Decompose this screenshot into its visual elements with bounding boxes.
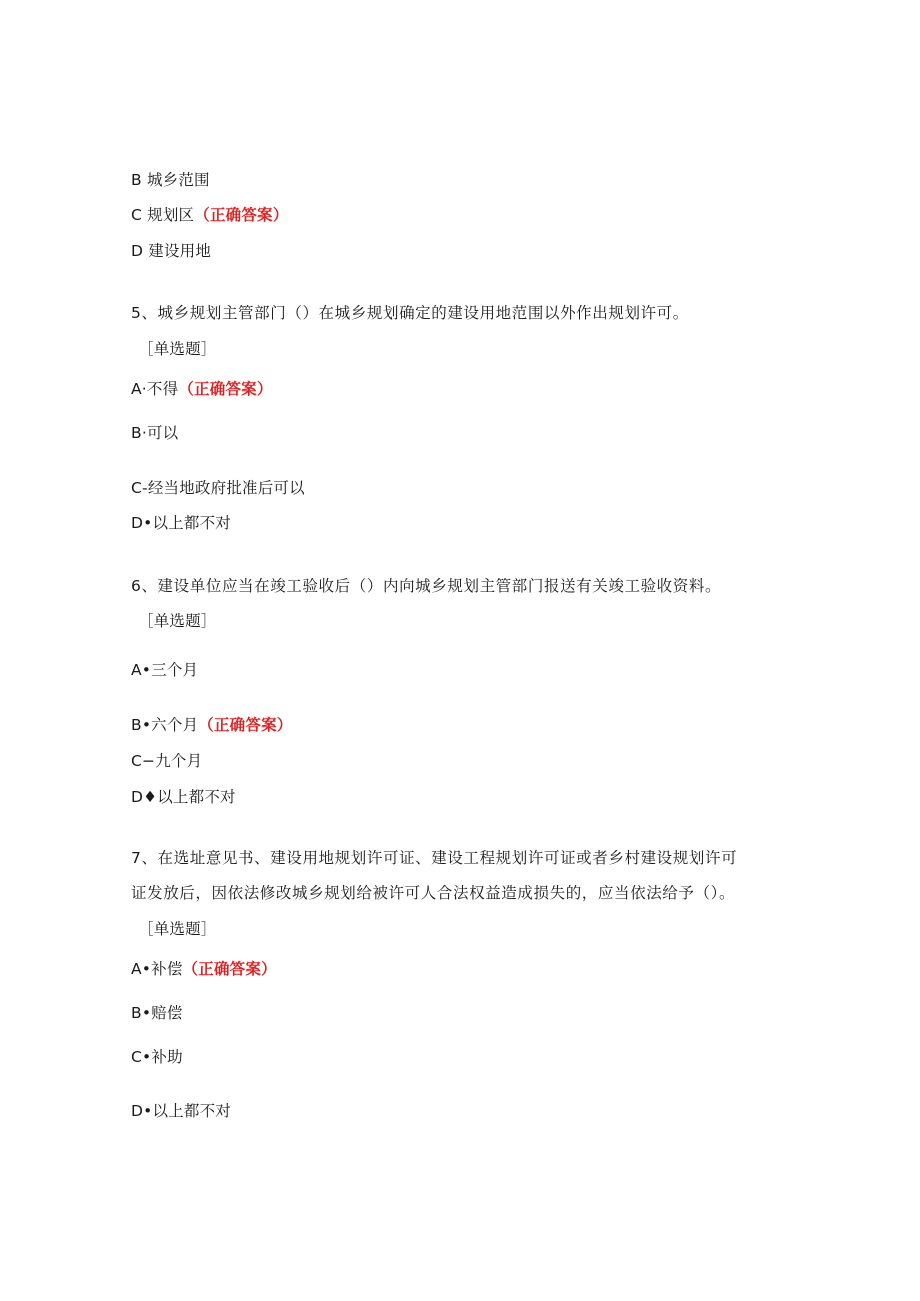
option-text: D♦以上都不对 (131, 788, 236, 806)
option-text: A•三个月 (131, 661, 199, 679)
option-text: A·不得 (131, 380, 179, 398)
q7-option-c (131, 1046, 183, 1068)
q6-option-c (131, 750, 202, 772)
q7-type: ［单选题］ (138, 920, 217, 938)
correct-answer-mark: （正确答案） (178, 380, 273, 398)
q6-option-b (131, 714, 292, 736)
option-text: C-经当地政府批准后可以 (131, 479, 305, 497)
q7-question-line-2: 证发放后，因依法修改城乡规划给被许可人合法权益造成损失的，应当依法给予（）。 (131, 884, 736, 902)
option-text: D•以上都不对 (131, 1102, 231, 1120)
option-text: C 规划区 (131, 206, 195, 224)
option-text: D•以上都不对 (131, 514, 231, 532)
option-text: B•六个月 (131, 716, 199, 734)
option-text: B•赔偿 (131, 1004, 183, 1022)
q7-option-b (131, 1002, 183, 1024)
q7-question-line-1: 7、在选址意见书、建设用地规划许可证、建设工程规划许可证或者乡村建设规划许可 (131, 849, 738, 867)
q5-option-d (131, 512, 231, 534)
correct-answer-mark: （正确答案） (182, 960, 277, 978)
q4-option-c (131, 204, 288, 226)
q7-option-a (131, 958, 277, 980)
q6-question: 6、建设单位应当在竣工验收后（）内向城乡规划主管部门报送有关竣工验收资料。 (131, 577, 722, 595)
option-text: C−九个月 (131, 752, 203, 770)
option-text: C•补助 (131, 1048, 183, 1066)
q5-option-b (131, 422, 178, 444)
option-text: A•补偿 (131, 960, 183, 978)
q6-option-d (131, 786, 236, 808)
q6-type: ［单选题］ (138, 612, 217, 630)
q5-question: 5、城乡规划主管部门（）在城乡规划确定的建设用地范围以外作出规划许可。 (131, 304, 689, 322)
option-text: D 建设用地 (131, 242, 212, 260)
q5-type: ［单选题］ (138, 340, 217, 358)
option-text: B·可以 (131, 424, 179, 442)
q5-option-c (131, 477, 305, 499)
q7-option-d (131, 1100, 231, 1122)
correct-answer-mark: （正确答案） (198, 716, 293, 734)
q4-option-b (131, 169, 210, 191)
q6-option-a (131, 659, 198, 681)
q5-option-a (131, 378, 273, 400)
q4-option-d (131, 240, 211, 262)
option-text: B 城乡范围 (131, 171, 210, 189)
correct-answer-mark: （正确答案） (194, 206, 289, 224)
